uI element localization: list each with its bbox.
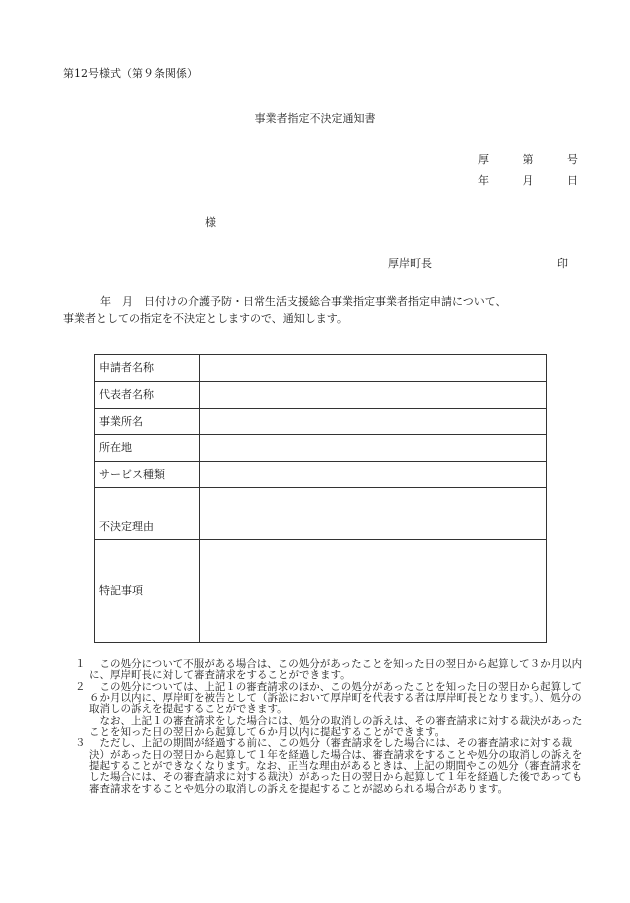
row-value bbox=[200, 409, 547, 435]
note-text: ただし、上記の期間が経過する前に、この処分（審査請求をした場合には、その審査請求に対する裁決）があった日の翌日から起算して１年を経過した場合は、審査請求をすることや処分の取消しの訴えを提起することができなくなります。なお、正当な理由があるときは、上記の期間やこの処分（審査請求をした場合には、その審査請求に対する裁決）があった日の翌日から起算して１年を経過した後であっても審査請求をすることや処分の取消しの訴えを提起することが認められる場合があります。 bbox=[89, 737, 583, 795]
row-value bbox=[200, 382, 547, 409]
table-row bbox=[95, 540, 547, 643]
form-number: 第12号様式（第９条関係） bbox=[63, 67, 198, 80]
note-extra-text: なお、上記１の審査請求をした場合には、処分の取消しの訴えは、その審査請求に対する裁決があったことを知った日の翌日から起算して６か月以内に提起することができます。 bbox=[89, 714, 583, 738]
seal-mark: 印 bbox=[557, 257, 568, 270]
row-value bbox=[200, 540, 547, 643]
page-title: 事業者指定不決定通知書 bbox=[254, 112, 376, 125]
row-label: 所在地 bbox=[95, 435, 200, 462]
date-line bbox=[478, 174, 578, 188]
note-number: ２ bbox=[75, 680, 86, 693]
note-text: この処分について不服がある場合は、この処分があったことを知った日の翌日から起算して３か月以内に、厚岸町長に対して審査請求をすることができます。 bbox=[89, 658, 583, 682]
row-value bbox=[200, 435, 547, 462]
row-label: 申請者名称 bbox=[95, 355, 200, 382]
reference-char: 厚 bbox=[478, 153, 489, 166]
note-number: ３ bbox=[75, 737, 86, 750]
issuer-name: 厚岸町長 bbox=[388, 257, 432, 270]
table-row bbox=[95, 409, 547, 435]
reference-char: 第 bbox=[522, 153, 534, 166]
note-item bbox=[75, 682, 585, 739]
row-label: 不決定理由 bbox=[95, 488, 200, 540]
row-value bbox=[200, 462, 547, 488]
note-item bbox=[75, 659, 585, 682]
row-label: 特記事項 bbox=[95, 540, 200, 643]
note-item bbox=[75, 738, 585, 795]
notice-body bbox=[63, 293, 583, 327]
notes-section bbox=[75, 659, 585, 795]
date-char: 年 bbox=[478, 174, 489, 187]
notice-body-line2: 事業者としての指定を不決定としますので、通知します。 bbox=[63, 312, 348, 326]
note-number: １ bbox=[75, 658, 86, 670]
row-value bbox=[200, 355, 547, 382]
table-row bbox=[95, 488, 547, 540]
table-row bbox=[95, 382, 547, 409]
row-value bbox=[200, 488, 547, 540]
table-row bbox=[95, 462, 547, 488]
row-label: サービス種類 bbox=[95, 462, 200, 488]
notice-body-line1: 年 月 日付けの介護予防・日常生活支援総合事業指定事業者指定申請について、 bbox=[100, 295, 507, 308]
table-row bbox=[95, 355, 547, 382]
addressee-suffix: 様 bbox=[205, 216, 216, 229]
note-text: この処分については、上記１の審査請求のほか、この処分があったことを知った日の翌日から起算して６か月以内に、厚岸町を被告として（訴訟において厚岸町を代表する者は厚岸町長となります。）、処分の取消しの訴えを提起することができます。 bbox=[89, 680, 583, 716]
table-row bbox=[95, 435, 547, 462]
row-label: 代表者名称 bbox=[95, 382, 200, 409]
reference-number-line bbox=[478, 153, 578, 167]
applicant-info-table bbox=[94, 354, 547, 643]
date-char: 月 bbox=[522, 174, 534, 187]
row-label: 事業所名 bbox=[95, 409, 200, 435]
date-char: 日 bbox=[567, 174, 578, 187]
reference-char: 号 bbox=[567, 153, 578, 166]
